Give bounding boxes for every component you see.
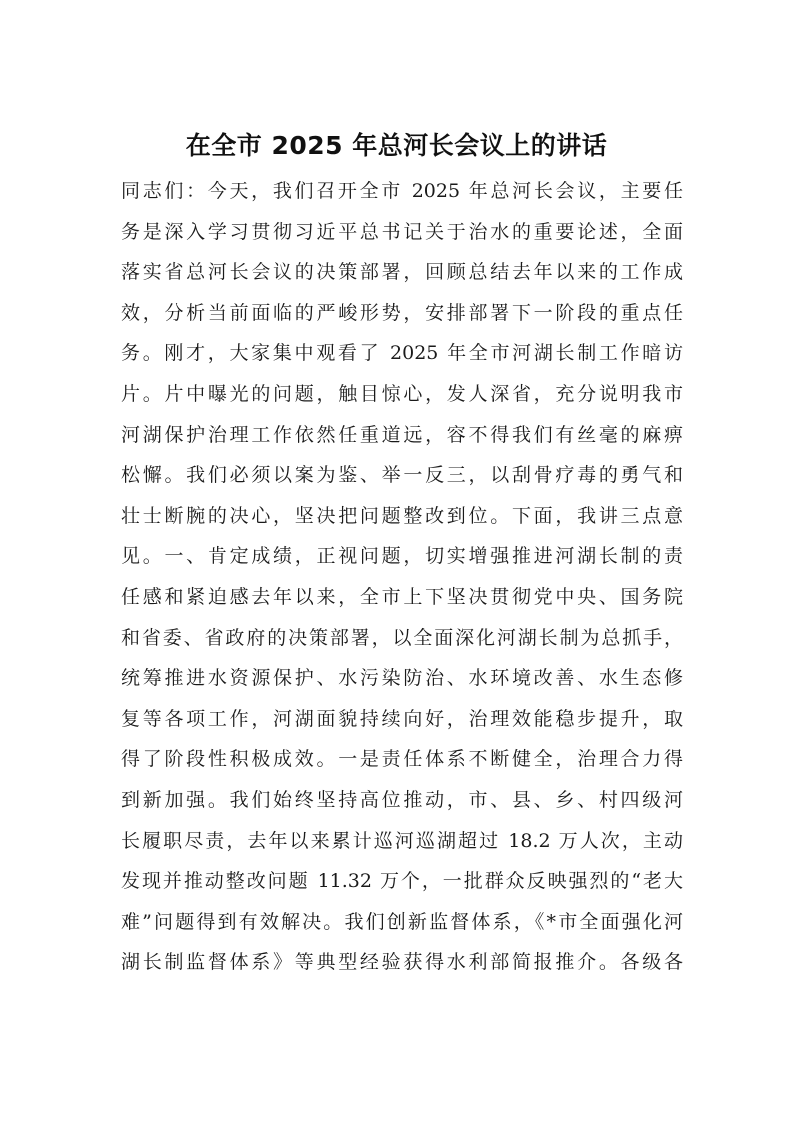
- body-line: 落实省总河长会议的决策部署，回顾总结去年以来的工作成: [121, 261, 683, 284]
- body-line: 长履职尽责，去年以来累计巡河巡湖超过 18.2 万人次，主动: [121, 829, 683, 852]
- body-line: 效，分析当前面临的严峻形势，安排部署下一阶段的重点任: [121, 301, 683, 324]
- body-line: 复等各项工作，河湖面貌持续向好，治理效能稳步提升，取: [121, 707, 683, 730]
- body-line: 到新加强。我们始终坚持高位推动，市、县、乡、村四级河: [121, 788, 683, 811]
- body-line: 河湖保护治理工作依然任重道远，容不得我们有丝毫的麻痹: [121, 423, 683, 446]
- body-line: 壮士断腕的决心，坚决把问题整改到位。下面，我讲三点意: [121, 504, 683, 527]
- body-line: 湖长制监督体系》等典型经验获得水利部简报推介。各级各: [121, 951, 683, 974]
- body-line: 任感和紧迫感去年以来，全市上下坚决贯彻党中央、国务院: [121, 585, 683, 608]
- body-line: 统筹推进水资源保护、水污染防治、水环境改善、水生态修: [121, 667, 683, 690]
- body-line: 和省委、省政府的决策部署，以全面深化河湖长制为总抓手，: [121, 626, 683, 649]
- body-line: 同志们：今天，我们召开全市 2025 年总河长会议，主要任: [121, 180, 683, 202]
- body-line: 见。一、肯定成绩，正视问题，切实增强推进河湖长制的责: [121, 545, 683, 568]
- document-title: 在全市 2025 年总河长会议上的讲话: [185, 131, 608, 160]
- body-line: 难”问题得到有效解决。我们创新监督体系，《*市全面强化河: [121, 910, 683, 933]
- body-line: 务是深入学习贯彻习近平总书记关于治水的重要论述，全面: [121, 220, 683, 243]
- body-line: 务。刚才，大家集中观看了 2025 年全市河湖长制工作暗访: [121, 342, 683, 365]
- body-line: 得了阶段性积极成效。一是责任体系不断健全，治理合力得: [121, 748, 683, 771]
- body-line: 片。片中曝光的问题，触目惊心，发人深省，充分说明我市: [121, 382, 683, 405]
- body-line: 发现并推动整改问题 11.32 万个，一批群众反映强烈的“老大: [121, 870, 683, 893]
- document-body: [121, 171, 683, 983]
- body-line: 松懈。我们必须以案为鉴、举一反三，以刮骨疗毒的勇气和: [121, 464, 683, 487]
